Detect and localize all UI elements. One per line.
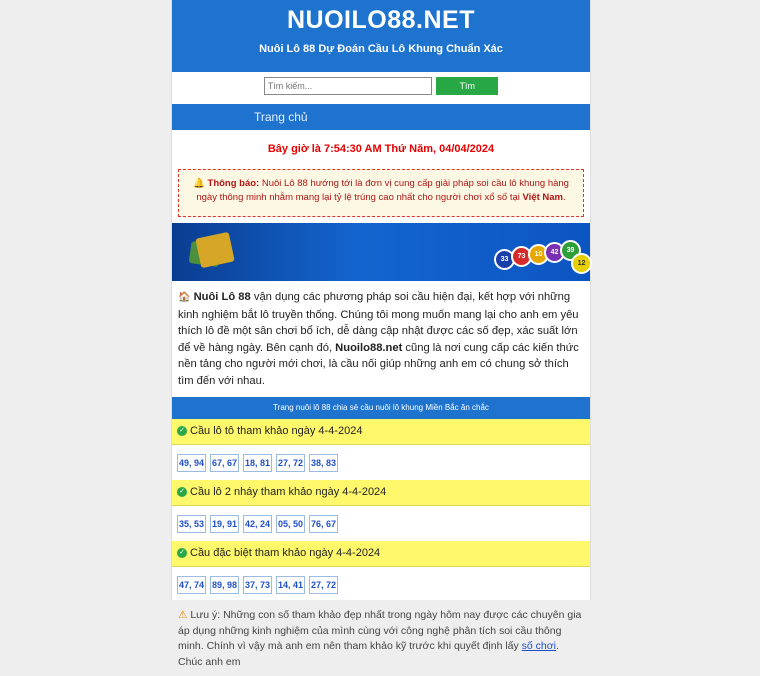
note-paragraph [172,602,590,676]
number-pair: 27, 72 [309,576,338,594]
number-pair: 47, 74 [177,576,206,594]
number-pair: 67, 67 [210,454,239,472]
number-pair: 49, 94 [177,454,206,472]
number-pair: 14, 41 [276,576,305,594]
number-pair: 89, 98 [210,576,239,594]
number-pair: 37, 73 [243,576,272,594]
search-button[interactable]: Tìm [436,77,498,95]
section-heading [172,541,590,567]
section-title: Cầu lô 2 nháy tham khảo ngày 4-4-2024 [190,486,387,498]
number-list [172,445,590,480]
section-heading [172,480,590,506]
note-label: Lưu ý: [190,609,221,621]
note-text-2: . Chúc anh em [178,640,559,668]
lottery-ball: 33 [494,249,515,270]
check-icon: ✓ [177,487,187,497]
intro-paragraph [172,281,590,389]
lottery-ball: 42 [544,242,565,263]
prediction-section [172,480,590,541]
site-title[interactable]: NUOILO88.NET [287,6,475,34]
notice-end: . [563,192,566,203]
section-heading [172,419,590,445]
current-time [172,143,590,169]
search-input[interactable] [264,77,432,95]
clock-time: 7:54:30 AM Thứ Năm, 04/04/2024 [323,143,495,155]
intro-site: Nuoilo88.net [335,341,403,354]
search-bar [172,72,590,103]
note-text: Những con số tham khảo đẹp nhất trong ngày hôm nay được các chuyên gia áp dụng những kinh nghiệm của mình cùng với công nghệ phân tích soi cầu thông minh. Chính vì vậy mà anh em nên tham khảo kỹ trước khi quyết định lấy [178,609,582,652]
notice-text: Nuôi Lô 88 hướng tới là đơn vị cung cấp giải pháp soi cầu lô khung hàng ngày thông minh nhằm mang lại tỷ lệ trúng cao nhất cho người chơi xổ số tại [196,178,569,203]
lottery-ball: 12 [571,253,592,274]
prediction-section [172,419,590,480]
section-title: Cầu đặc biệt tham khảo ngày 4-4-2024 [190,547,381,559]
lottery-ball: 10 [528,244,549,265]
note-link[interactable]: số chơi [521,640,556,652]
gold-bar-icon [195,232,234,268]
site-header [172,0,590,72]
prediction-section [172,541,590,602]
section-title: Cầu lô tô tham khảo ngày 4-4-2024 [190,425,363,437]
number-list [172,506,590,541]
notice-label: Thông báo: [207,178,260,189]
number-pair: 35, 53 [177,515,206,533]
number-pair: 05, 50 [276,515,305,533]
nav-item-home[interactable]: Trang chủ [254,110,308,124]
lottery-ball: 39 [560,240,581,261]
site-subtitle: Nuôi Lô 88 Dự Đoán Cầu Lô Khung Chuẩn Xác [259,43,503,55]
home-icon: 🏠 [178,292,191,303]
number-pair: 27, 72 [276,454,305,472]
clock-prefix: Bây giờ là [267,143,321,155]
number-pair: 38, 83 [309,454,338,472]
number-pair: 18, 81 [243,454,272,472]
lottery-ball: 73 [511,246,532,267]
page [171,0,591,668]
check-icon: ✓ [177,548,187,558]
notice-box [178,169,584,217]
number-pair: 76, 67 [309,515,338,533]
intro-brand: Nuôi Lô 88 [193,291,251,303]
notice-country: Việt Nam [522,192,563,203]
number-pair: 19, 91 [210,515,239,533]
section-ribbon: Trang nuôi lô 88 chia sẻ cầu nuôi lô khung Miền Bắc ăn chắc [172,397,590,419]
hero-banner [172,223,590,281]
intro-text-2: cũng là nơi cung cấp các kiến thức nền tảng cho người mới chơi, là cầu nối giúp những anh em có chung sở thích tìm đến với nhau. [178,341,579,387]
main-nav [172,104,590,130]
number-pair: 42, 24 [243,515,272,533]
bell-icon: 🔔 [193,178,205,189]
intro-text-1: vận dụng các phương pháp soi cầu hiện đại, kết hợp với những kinh nghiệm bắt lô truyền thống. Chúng tôi mong muốn mang lại cho anh em yêu thích lô đề một sân chơi bổ ích, dễ dàng cập nhật được các số đẹp, xác suất lớn để về hàng ngày. Bên cạnh đó, [178,291,579,354]
warning-icon: ⚠ [178,609,188,621]
check-icon: ✓ [177,426,187,436]
number-list [172,567,590,602]
